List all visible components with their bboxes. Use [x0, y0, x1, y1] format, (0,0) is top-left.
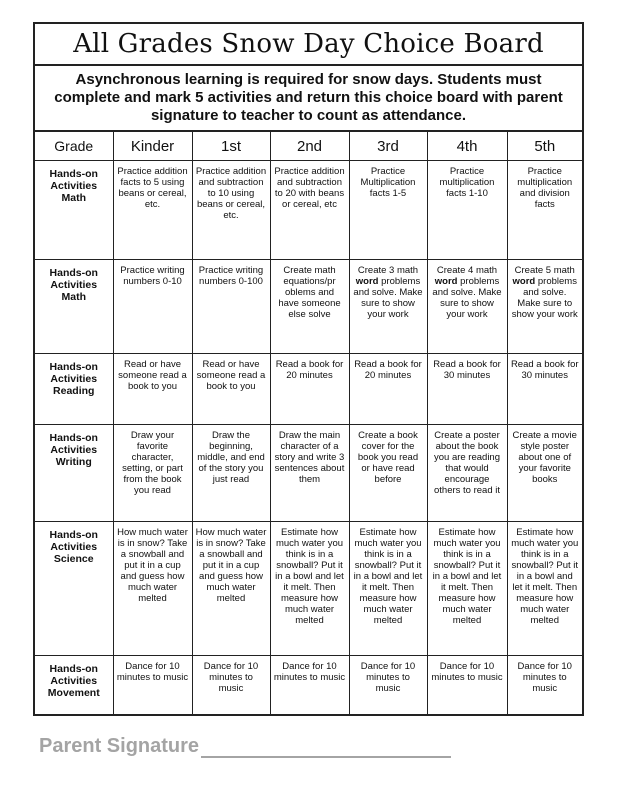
activity-cell: Practice addition and subtraction to 20 with beans or cereal, etc	[270, 161, 349, 260]
header-5th: 5th	[507, 132, 582, 161]
header-1st: 1st	[192, 132, 270, 161]
activity-cell: Dance for 10 minutes to music	[192, 656, 270, 714]
subject-cell: Hands-on Activities Reading	[35, 354, 113, 425]
choice-board-table	[35, 132, 582, 714]
activity-cell: Read a book for 20 minutes	[349, 354, 427, 425]
activity-cell: Draw the main character of a story and write 3 sentences about them	[270, 425, 349, 522]
activity-cell: Practice writing numbers 0-100	[192, 260, 270, 354]
activity-cell: Dance for 10 minutes to music	[427, 656, 507, 714]
table-row	[35, 425, 582, 522]
activity-cell: Estimate how much water you think is in a snowball? Put it in a bowl and let it melt. Then measure how much water melted	[270, 522, 349, 656]
activity-cell: Dance for 10 minutes to music	[507, 656, 582, 714]
activity-cell: Read a book for 30 minutes	[507, 354, 582, 425]
signature-label: Parent Signature	[39, 735, 200, 757]
activity-cell: Create math equations/pr oblems and have someone else solve	[270, 260, 349, 354]
subject-cell: Hands-on Activities Math	[35, 260, 113, 354]
activity-cell: Practice multiplication and division facts	[507, 161, 582, 260]
activity-cell: Practice addition and subtraction to 10 using beans or cereal, etc.	[192, 161, 270, 260]
activity-cell: Create 4 math word problems and solve. Make sure to show your work	[427, 260, 507, 354]
activity-cell: Estimate how much water you think is in a snowball? Put it in a bowl and let it melt. Then measure how much water melted	[427, 522, 507, 656]
table-row	[35, 354, 582, 425]
header-grade: Grade	[35, 132, 113, 161]
activity-cell: How much water is in snow? Take a snowball and put it in a cup and guess how much water melted	[113, 522, 192, 656]
page-title: All Grades Snow Day Choice Board	[35, 24, 582, 66]
header-kinder: Kinder	[113, 132, 192, 161]
activity-cell: Draw the beginning, middle, and end of the story you just read	[192, 425, 270, 522]
table-row	[35, 522, 582, 656]
subject-cell: Hands-on Activities Math	[35, 161, 113, 260]
activity-cell: Practice writing numbers 0-10	[113, 260, 192, 354]
choice-board	[33, 22, 584, 716]
activity-cell: Estimate how much water you think is in a snowball? Put it in a bowl and let it melt. Then measure how much water melted	[507, 522, 582, 656]
activity-cell: Read a book for 30 minutes	[427, 354, 507, 425]
parent-signature	[39, 735, 451, 758]
activity-cell: Create a poster about the book you are reading that would encourage others to read it	[427, 425, 507, 522]
header-row	[35, 132, 582, 161]
signature-line[interactable]	[201, 738, 451, 758]
activity-cell: Dance for 10 minutes to music	[270, 656, 349, 714]
activity-cell: Draw your favorite character, setting, or part from the book you read	[113, 425, 192, 522]
subject-cell: Hands-on Activities Writing	[35, 425, 113, 522]
activity-cell: Create 3 math word problems and solve. Make sure to show your work	[349, 260, 427, 354]
activity-cell: Read or have someone read a book to you	[192, 354, 270, 425]
activity-cell: Practice multiplication facts 1-10	[427, 161, 507, 260]
activity-cell: Practice addition facts to 5 using beans or cereal, etc.	[113, 161, 192, 260]
activity-cell: Dance for 10 minutes to music	[113, 656, 192, 714]
table-row	[35, 260, 582, 354]
activity-cell: Read a book for 20 minutes	[270, 354, 349, 425]
activity-cell: Dance for 10 minutes to music	[349, 656, 427, 714]
header-4th: 4th	[427, 132, 507, 161]
activity-cell: Create a movie style poster about one of your favorite books	[507, 425, 582, 522]
instructions-text: Asynchronous learning is required for snow days. Students must complete and mark 5 activities and return this choice board with parent signature to teacher to count as attendance.	[35, 66, 582, 132]
activity-cell: Create 5 math word problems and solve. Make sure to show your work	[507, 260, 582, 354]
table-row	[35, 656, 582, 714]
header-3rd: 3rd	[349, 132, 427, 161]
subject-cell: Hands-on Activities Movement	[35, 656, 113, 714]
activity-cell: Estimate how much water you think is in a snowball? Put it in a bowl and let it melt. Then measure how much water melted	[349, 522, 427, 656]
subject-cell: Hands-on Activities Science	[35, 522, 113, 656]
activity-cell: Create a book cover for the book you read or have read before	[349, 425, 427, 522]
table-row	[35, 161, 582, 260]
header-2nd: 2nd	[270, 132, 349, 161]
activity-cell: Read or have someone read a book to you	[113, 354, 192, 425]
activity-cell: Practice Multiplication facts 1-5	[349, 161, 427, 260]
activity-cell: How much water is in snow? Take a snowball and put it in a cup and guess how much water melted	[192, 522, 270, 656]
